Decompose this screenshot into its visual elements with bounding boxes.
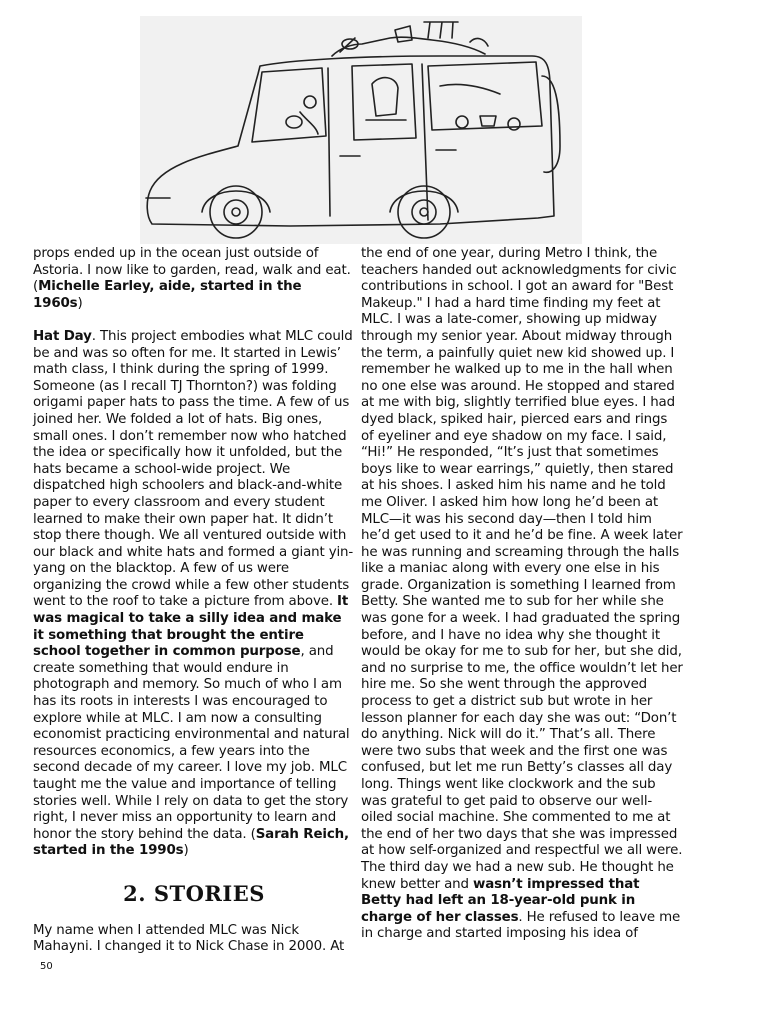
text-run: , and create something that would endure in photograph and memory. So much of who I am has its roots in interests I was encouraged to explore while at MLC. I am now a consulting economist practicing environmental and natural resources economics, a few years into the second decade of my career. I love my job. MLC taught me the value and importance of telling stories well. While I rely on data to get the story right, I never miss an opportunity to learn and honor the story behind the data. ( [33,644,350,842]
paragraph-nick-chase-story [361,246,683,943]
bold-text-run: Sarah Reich, started in the 1990s [33,826,349,859]
text-run: ) [77,295,83,311]
text-run: My name when I attended MLC was Nick Mahayni. I changed it to Nick Chase in 2000. At [33,922,345,955]
bold-text-run: Michelle Earley, aide, started in the 1960s [33,279,302,311]
paragraph-nick-chase-intro [33,923,355,956]
bold-text-run: wasn’t impressed that Betty had left an 18-year-old punk in charge of her classes [361,876,640,925]
paragraph-michelle-earley [33,246,355,312]
section-heading: 2. STORIES [123,880,265,906]
text-run: props ended up in the ocean just outside of Astoria. I now like to garden, read, walk and eat. ( [33,246,351,295]
right-text-column [361,246,683,960]
text-run: . This project embodies what MLC could be and was so often for me. It started in Lewis’ math class, I think during the spring of 1999. Someone (as I recall TJ Thornton?) was folding origami paper hats to pass the time. A few of us joined her. We folded a lot of hats. Big ones, small ones. I don’t remember now who hatched the idea or specifically how it unfolded, but the hats became a school-wide project. We dispatched high schoolers and black-and-white paper to every classroom and every student learned to make their own paper hat. It didn’t stop there though. We all ventured outside with our black and white hats and formed a giant yin-yang on the blacktop. A few of us were organizing the crowd while a few other students went to the roof to take a picture from above. [33,328,354,610]
car-drawing-illustration [140,16,582,244]
left-text-column [33,246,355,972]
bold-text-run: It was magical to take a silly idea and make it something that brought the entire school together in common purpose [33,594,349,660]
car-drawing [140,16,582,244]
text-run: the end of one year, during Metro I think, the teachers handed out acknowledgments for civic contributions in school. I got an award for "Best Makeup." I had a hard time finding my feet at MLC. I was a late-comer, showing up midway through my senior year. About midway through the term, a painfully quiet new kid showed up. I remember he walked up to me in the hall when no one else was around. He stopped and stared at me with big, slightly terrified blue eyes. I had dyed black, spiked hair, pierced ears and rings of eyeliner and eye shadow on my face. I said, “Hi!” He responded, “It’s just that sometimes boys like to wear earrings,” quietly, then stared at his shoes. I asked him his name and he told me Oliver. I asked him how long he’d been at MLC—it was his second day—then I told him he’d get used to it and he’d be fine. A week later he was running and screaming through the halls like a maniac along with every one else in his grade. Organization is something I learned from Betty. She wanted me to sub for her while she was gone for a week. I had graduated the spring before, and I have no idea why she thought it would be okay for me to sub for her, but she did, and no surprise to me, the office wouldn’t let her hire me. So she went through the approved process to get a district sub but wrote in her lesson planner for each day she was out: “Don’t do anything. Nick will do it.” That’s all. There were two subs that week and the first one was confused, but let me run Betty’s classes all day long. Things went like clockwork and the sub was grateful to get paid to observe our well-oiled social machine. She commented to me at the end of her two days that she was impressed at how self-organized and respectful we all were. The third day we had a new sub. He thought he knew better and [361,246,683,892]
page-number: 50 [40,961,53,972]
paragraph-hat-day [33,329,355,860]
text-run: ) [183,843,189,859]
text-run: . He refused to leave me in charge and started imposing his idea of [361,909,681,942]
bold-text-run: Hat Day [33,328,92,344]
